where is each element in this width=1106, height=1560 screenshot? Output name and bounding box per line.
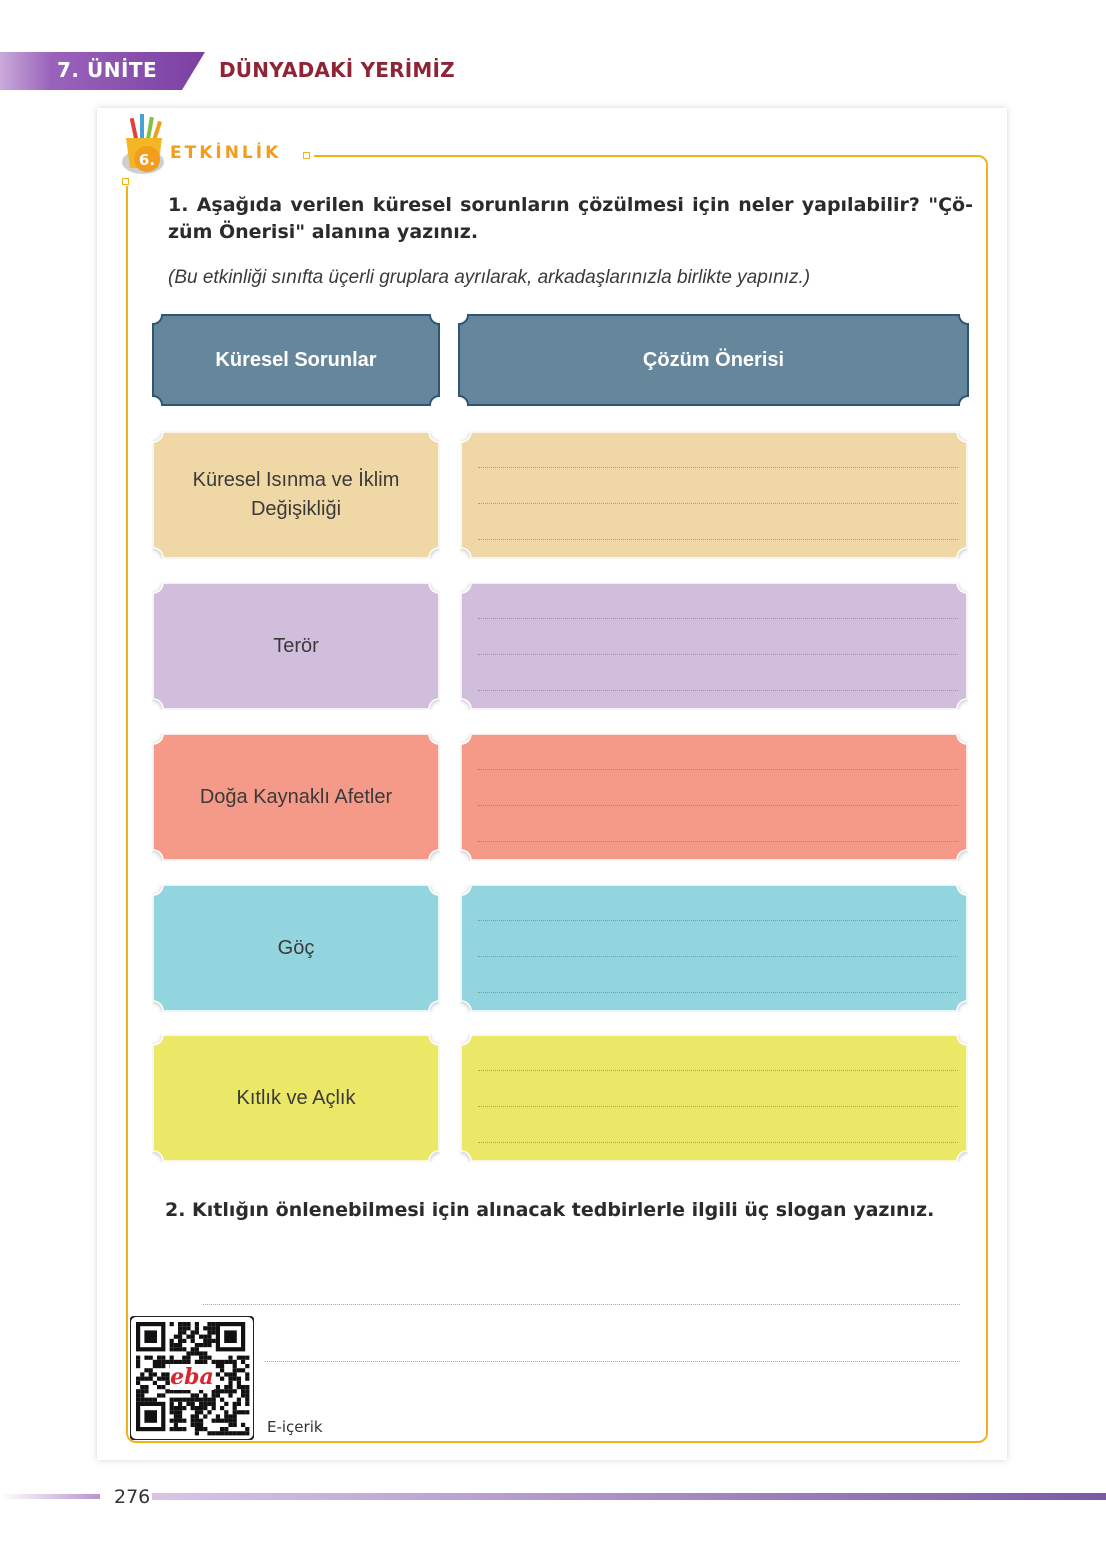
answer-line[interactable] bbox=[478, 539, 958, 540]
e-content-caption: E-içerik bbox=[267, 1418, 323, 1436]
answer-line[interactable] bbox=[478, 654, 958, 655]
activity-number: 6. bbox=[138, 151, 156, 169]
page-number: 276 bbox=[114, 1486, 151, 1508]
question-1: 1. Aşağıda verilen küresel sorunların çözülmesi için neler yapılabilir? "Çö-züm Önerisi" alanına yazınız. bbox=[168, 194, 973, 243]
answer-line[interactable] bbox=[478, 956, 958, 957]
solution-cell[interactable] bbox=[460, 733, 968, 861]
qr-code[interactable] bbox=[130, 1316, 254, 1440]
eba-logo: eba bbox=[170, 1364, 214, 1390]
solution-cell[interactable] bbox=[460, 431, 968, 559]
problem-label: Küresel Isınma ve İklim Değişikliği bbox=[192, 469, 400, 520]
problem-cell bbox=[152, 1034, 440, 1162]
solution-cell[interactable] bbox=[460, 884, 968, 1012]
problem-label: Doğa Kaynaklı Afetler bbox=[199, 785, 393, 808]
question-1-note: (Bu etkinliği sınıfta üçerli gruplara ayrılarak, arkadaşlarınızla birlikte yapınız.) bbox=[168, 267, 811, 288]
header-left-label: Küresel Sorunlar bbox=[215, 348, 377, 371]
unit-title: DÜNYADAKİ YERİMİZ bbox=[219, 58, 455, 82]
header-right-label: Çözüm Önerisi bbox=[642, 348, 785, 371]
unit-label: 7. ÜNİTE bbox=[57, 58, 158, 82]
answer-line[interactable] bbox=[478, 467, 958, 468]
problem-label: Göç bbox=[277, 936, 315, 959]
problem-label: Terör bbox=[273, 634, 319, 657]
answer-line[interactable] bbox=[478, 920, 958, 921]
frame-corner-square bbox=[303, 152, 310, 159]
slogan-line-2[interactable] bbox=[265, 1361, 960, 1362]
footer-line-left bbox=[0, 1494, 100, 1499]
answer-line[interactable] bbox=[478, 1142, 958, 1143]
footer-line-right bbox=[152, 1493, 1106, 1500]
problem-label: Kıtlık ve Açlık bbox=[236, 1086, 356, 1109]
problem-cell bbox=[152, 431, 440, 559]
slogan-line-1[interactable] bbox=[203, 1304, 960, 1305]
answer-line[interactable] bbox=[478, 1070, 958, 1071]
answer-line[interactable] bbox=[478, 805, 958, 806]
header-global-problems bbox=[152, 314, 440, 406]
answer-line[interactable] bbox=[478, 992, 958, 993]
answer-line[interactable] bbox=[478, 841, 958, 842]
question-2: 2. Kıtlığın önlenebilmesi için alınacak tedbirlerle ilgili üç slogan yazınız. bbox=[165, 1199, 935, 1221]
problem-cell bbox=[152, 582, 440, 710]
header-solution bbox=[458, 314, 969, 406]
answer-line[interactable] bbox=[478, 1106, 958, 1107]
solution-cell[interactable] bbox=[460, 1034, 968, 1162]
solution-cell[interactable] bbox=[460, 582, 968, 710]
answer-line[interactable] bbox=[478, 769, 958, 770]
answer-line[interactable] bbox=[478, 618, 958, 619]
problem-cell bbox=[152, 884, 440, 1012]
answer-line[interactable] bbox=[478, 503, 958, 504]
activity-word: ETKİNLİK bbox=[170, 143, 282, 163]
problem-cell bbox=[152, 733, 440, 861]
answer-line[interactable] bbox=[478, 690, 958, 691]
